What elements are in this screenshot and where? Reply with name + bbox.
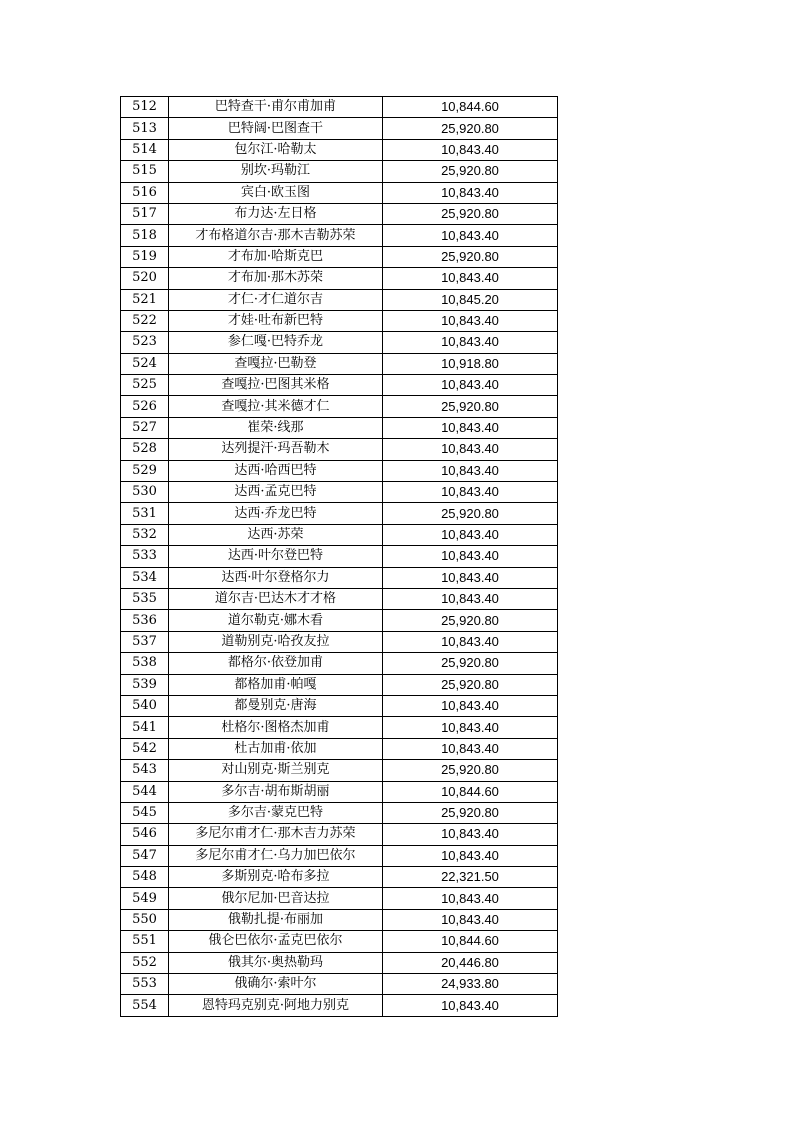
amount-value: 10,843.40 bbox=[383, 695, 558, 716]
row-number: 526 bbox=[121, 396, 169, 417]
table-row bbox=[121, 353, 558, 374]
row-number: 550 bbox=[121, 909, 169, 930]
row-number: 551 bbox=[121, 931, 169, 952]
person-name: 道尔吉·巴达木才才格 bbox=[169, 588, 383, 609]
row-number: 548 bbox=[121, 867, 169, 888]
table-row bbox=[121, 760, 558, 781]
amount-value: 25,920.80 bbox=[383, 503, 558, 524]
row-number: 545 bbox=[121, 802, 169, 823]
amount-value: 10,843.40 bbox=[383, 482, 558, 503]
person-name: 才布加·哈斯克巴 bbox=[169, 246, 383, 267]
row-number: 537 bbox=[121, 631, 169, 652]
table-row bbox=[121, 588, 558, 609]
row-number: 520 bbox=[121, 268, 169, 289]
person-name: 都曼别克·唐海 bbox=[169, 695, 383, 716]
table-row bbox=[121, 610, 558, 631]
row-number: 527 bbox=[121, 417, 169, 438]
amount-value: 25,920.80 bbox=[383, 118, 558, 139]
table-row bbox=[121, 203, 558, 224]
amount-value: 25,920.80 bbox=[383, 396, 558, 417]
row-number: 516 bbox=[121, 182, 169, 203]
amount-value: 10,843.40 bbox=[383, 909, 558, 930]
amount-value: 10,843.40 bbox=[383, 588, 558, 609]
table-row bbox=[121, 439, 558, 460]
row-number: 552 bbox=[121, 952, 169, 973]
amount-value: 10,843.40 bbox=[383, 268, 558, 289]
person-name: 道勒别克·哈孜友拉 bbox=[169, 631, 383, 652]
table-row bbox=[121, 546, 558, 567]
row-number: 532 bbox=[121, 524, 169, 545]
amount-value: 25,920.80 bbox=[383, 760, 558, 781]
row-number: 513 bbox=[121, 118, 169, 139]
person-name: 道尔勒克·娜木看 bbox=[169, 610, 383, 631]
person-name: 俄确尔·索叶尔 bbox=[169, 974, 383, 995]
person-name: 巴特查干·甫尔甫加甫 bbox=[169, 97, 383, 118]
person-name: 巴特阔·巴图查干 bbox=[169, 118, 383, 139]
amount-value: 10,843.40 bbox=[383, 738, 558, 759]
table-row bbox=[121, 695, 558, 716]
table-row bbox=[121, 332, 558, 353]
person-name: 俄其尔·奥热勒玛 bbox=[169, 952, 383, 973]
table-row bbox=[121, 182, 558, 203]
table-row bbox=[121, 225, 558, 246]
amount-value: 10,843.40 bbox=[383, 845, 558, 866]
person-name: 包尔江·哈勒太 bbox=[169, 139, 383, 160]
table-row bbox=[121, 909, 558, 930]
row-number: 530 bbox=[121, 482, 169, 503]
person-name: 恩特玛克别克·阿地力别克 bbox=[169, 995, 383, 1016]
person-name: 俄仑巴依尔·孟克巴依尔 bbox=[169, 931, 383, 952]
amount-value: 25,920.80 bbox=[383, 653, 558, 674]
row-number: 518 bbox=[121, 225, 169, 246]
amount-value: 24,933.80 bbox=[383, 974, 558, 995]
person-name: 达西·苏荣 bbox=[169, 524, 383, 545]
person-name: 布力达·左日格 bbox=[169, 203, 383, 224]
person-name: 对山别克·斯兰别克 bbox=[169, 760, 383, 781]
row-number: 517 bbox=[121, 203, 169, 224]
amount-value: 25,920.80 bbox=[383, 674, 558, 695]
amount-value: 10,843.40 bbox=[383, 375, 558, 396]
person-name: 达列提汗·玛吾勒木 bbox=[169, 439, 383, 460]
row-number: 539 bbox=[121, 674, 169, 695]
person-name: 才布加·那木苏荣 bbox=[169, 268, 383, 289]
person-name: 查嘎拉·巴勒登 bbox=[169, 353, 383, 374]
table-row bbox=[121, 460, 558, 481]
person-name: 多尼尔甫才仁·乌力加巴依尔 bbox=[169, 845, 383, 866]
table-row bbox=[121, 888, 558, 909]
amount-value: 10,843.40 bbox=[383, 567, 558, 588]
row-number: 525 bbox=[121, 375, 169, 396]
table-row bbox=[121, 310, 558, 331]
row-number: 543 bbox=[121, 760, 169, 781]
amount-value: 22,321.50 bbox=[383, 867, 558, 888]
table-row bbox=[121, 631, 558, 652]
table-row bbox=[121, 396, 558, 417]
row-number: 535 bbox=[121, 588, 169, 609]
person-name: 参仁嘎·巴特乔龙 bbox=[169, 332, 383, 353]
amount-value: 10,843.40 bbox=[383, 310, 558, 331]
table-row bbox=[121, 867, 558, 888]
amount-value: 10,843.40 bbox=[383, 717, 558, 738]
table-row bbox=[121, 524, 558, 545]
person-name: 才布格道尔吉·那木吉勒苏荣 bbox=[169, 225, 383, 246]
person-name: 达西·孟克巴特 bbox=[169, 482, 383, 503]
table-row bbox=[121, 482, 558, 503]
person-name: 俄尔尼加·巴音达拉 bbox=[169, 888, 383, 909]
row-number: 547 bbox=[121, 845, 169, 866]
person-name: 达西·哈西巴特 bbox=[169, 460, 383, 481]
amount-value: 10,843.40 bbox=[383, 888, 558, 909]
row-number: 536 bbox=[121, 610, 169, 631]
amount-value: 25,920.80 bbox=[383, 802, 558, 823]
amount-value: 10,843.40 bbox=[383, 225, 558, 246]
person-name: 都格加甫·帕嘎 bbox=[169, 674, 383, 695]
table-row bbox=[121, 653, 558, 674]
table-row bbox=[121, 845, 558, 866]
person-name: 杜古加甫·依加 bbox=[169, 738, 383, 759]
amount-value: 10,843.40 bbox=[383, 332, 558, 353]
table-row bbox=[121, 139, 558, 160]
row-number: 541 bbox=[121, 717, 169, 738]
row-number: 554 bbox=[121, 995, 169, 1016]
row-number: 546 bbox=[121, 824, 169, 845]
table-row bbox=[121, 118, 558, 139]
person-name: 达西·叶尔登格尔力 bbox=[169, 567, 383, 588]
person-name: 达西·乔龙巴特 bbox=[169, 503, 383, 524]
table-row bbox=[121, 97, 558, 118]
amount-value: 10,843.40 bbox=[383, 439, 558, 460]
row-number: 553 bbox=[121, 974, 169, 995]
person-name: 别坎·玛勒江 bbox=[169, 161, 383, 182]
table-row bbox=[121, 375, 558, 396]
table-row bbox=[121, 161, 558, 182]
person-name: 杜格尔·图格杰加甫 bbox=[169, 717, 383, 738]
row-number: 522 bbox=[121, 310, 169, 331]
table-row bbox=[121, 417, 558, 438]
table-row bbox=[121, 974, 558, 995]
person-name: 多尔吉·蒙克巴特 bbox=[169, 802, 383, 823]
row-number: 538 bbox=[121, 653, 169, 674]
table-row bbox=[121, 503, 558, 524]
amount-value: 10,918.80 bbox=[383, 353, 558, 374]
row-number: 533 bbox=[121, 546, 169, 567]
amount-value: 10,844.60 bbox=[383, 781, 558, 802]
person-name: 查嘎拉·其米德才仁 bbox=[169, 396, 383, 417]
amount-value: 10,845.20 bbox=[383, 289, 558, 310]
amount-value: 10,843.40 bbox=[383, 182, 558, 203]
table-row bbox=[121, 781, 558, 802]
table-row bbox=[121, 268, 558, 289]
person-name: 多斯别克·哈布多拉 bbox=[169, 867, 383, 888]
person-name: 多尔吉·胡布斯胡丽 bbox=[169, 781, 383, 802]
amount-value: 25,920.80 bbox=[383, 161, 558, 182]
amount-value: 10,843.40 bbox=[383, 460, 558, 481]
table-row bbox=[121, 289, 558, 310]
table-row bbox=[121, 246, 558, 267]
person-name: 多尼尔甫才仁·那木吉力苏荣 bbox=[169, 824, 383, 845]
person-name: 查嘎拉·巴图其米格 bbox=[169, 375, 383, 396]
person-name: 都格尔·依登加甫 bbox=[169, 653, 383, 674]
person-name: 才仁·才仁道尔吉 bbox=[169, 289, 383, 310]
amount-value: 10,843.40 bbox=[383, 546, 558, 567]
person-name: 才娃·吐布新巴特 bbox=[169, 310, 383, 331]
amount-value: 25,920.80 bbox=[383, 610, 558, 631]
row-number: 524 bbox=[121, 353, 169, 374]
person-name: 俄勒扎提·布丽加 bbox=[169, 909, 383, 930]
table-row bbox=[121, 717, 558, 738]
data-table bbox=[120, 96, 558, 1017]
row-number: 549 bbox=[121, 888, 169, 909]
amount-value: 10,843.40 bbox=[383, 417, 558, 438]
amount-value: 10,843.40 bbox=[383, 524, 558, 545]
amount-value: 10,844.60 bbox=[383, 97, 558, 118]
row-number: 540 bbox=[121, 695, 169, 716]
amount-value: 10,843.40 bbox=[383, 995, 558, 1016]
row-number: 519 bbox=[121, 246, 169, 267]
table-row bbox=[121, 567, 558, 588]
row-number: 534 bbox=[121, 567, 169, 588]
row-number: 514 bbox=[121, 139, 169, 160]
table-row bbox=[121, 995, 558, 1016]
person-name: 崔荣·线那 bbox=[169, 417, 383, 438]
amount-value: 10,843.40 bbox=[383, 139, 558, 160]
row-number: 515 bbox=[121, 161, 169, 182]
amount-value: 10,844.60 bbox=[383, 931, 558, 952]
table-row bbox=[121, 952, 558, 973]
amount-value: 25,920.80 bbox=[383, 246, 558, 267]
person-name: 宾白·欧玉图 bbox=[169, 182, 383, 203]
table-row bbox=[121, 802, 558, 823]
row-number: 512 bbox=[121, 97, 169, 118]
person-name: 达西·叶尔登巴特 bbox=[169, 546, 383, 567]
table-row bbox=[121, 738, 558, 759]
row-number: 544 bbox=[121, 781, 169, 802]
amount-value: 20,446.80 bbox=[383, 952, 558, 973]
amount-value: 25,920.80 bbox=[383, 203, 558, 224]
amount-value: 10,843.40 bbox=[383, 631, 558, 652]
row-number: 531 bbox=[121, 503, 169, 524]
row-number: 529 bbox=[121, 460, 169, 481]
table-row bbox=[121, 824, 558, 845]
table-body bbox=[121, 97, 558, 1017]
row-number: 521 bbox=[121, 289, 169, 310]
row-number: 542 bbox=[121, 738, 169, 759]
table-row bbox=[121, 674, 558, 695]
row-number: 528 bbox=[121, 439, 169, 460]
row-number: 523 bbox=[121, 332, 169, 353]
amount-value: 10,843.40 bbox=[383, 824, 558, 845]
table-row bbox=[121, 931, 558, 952]
